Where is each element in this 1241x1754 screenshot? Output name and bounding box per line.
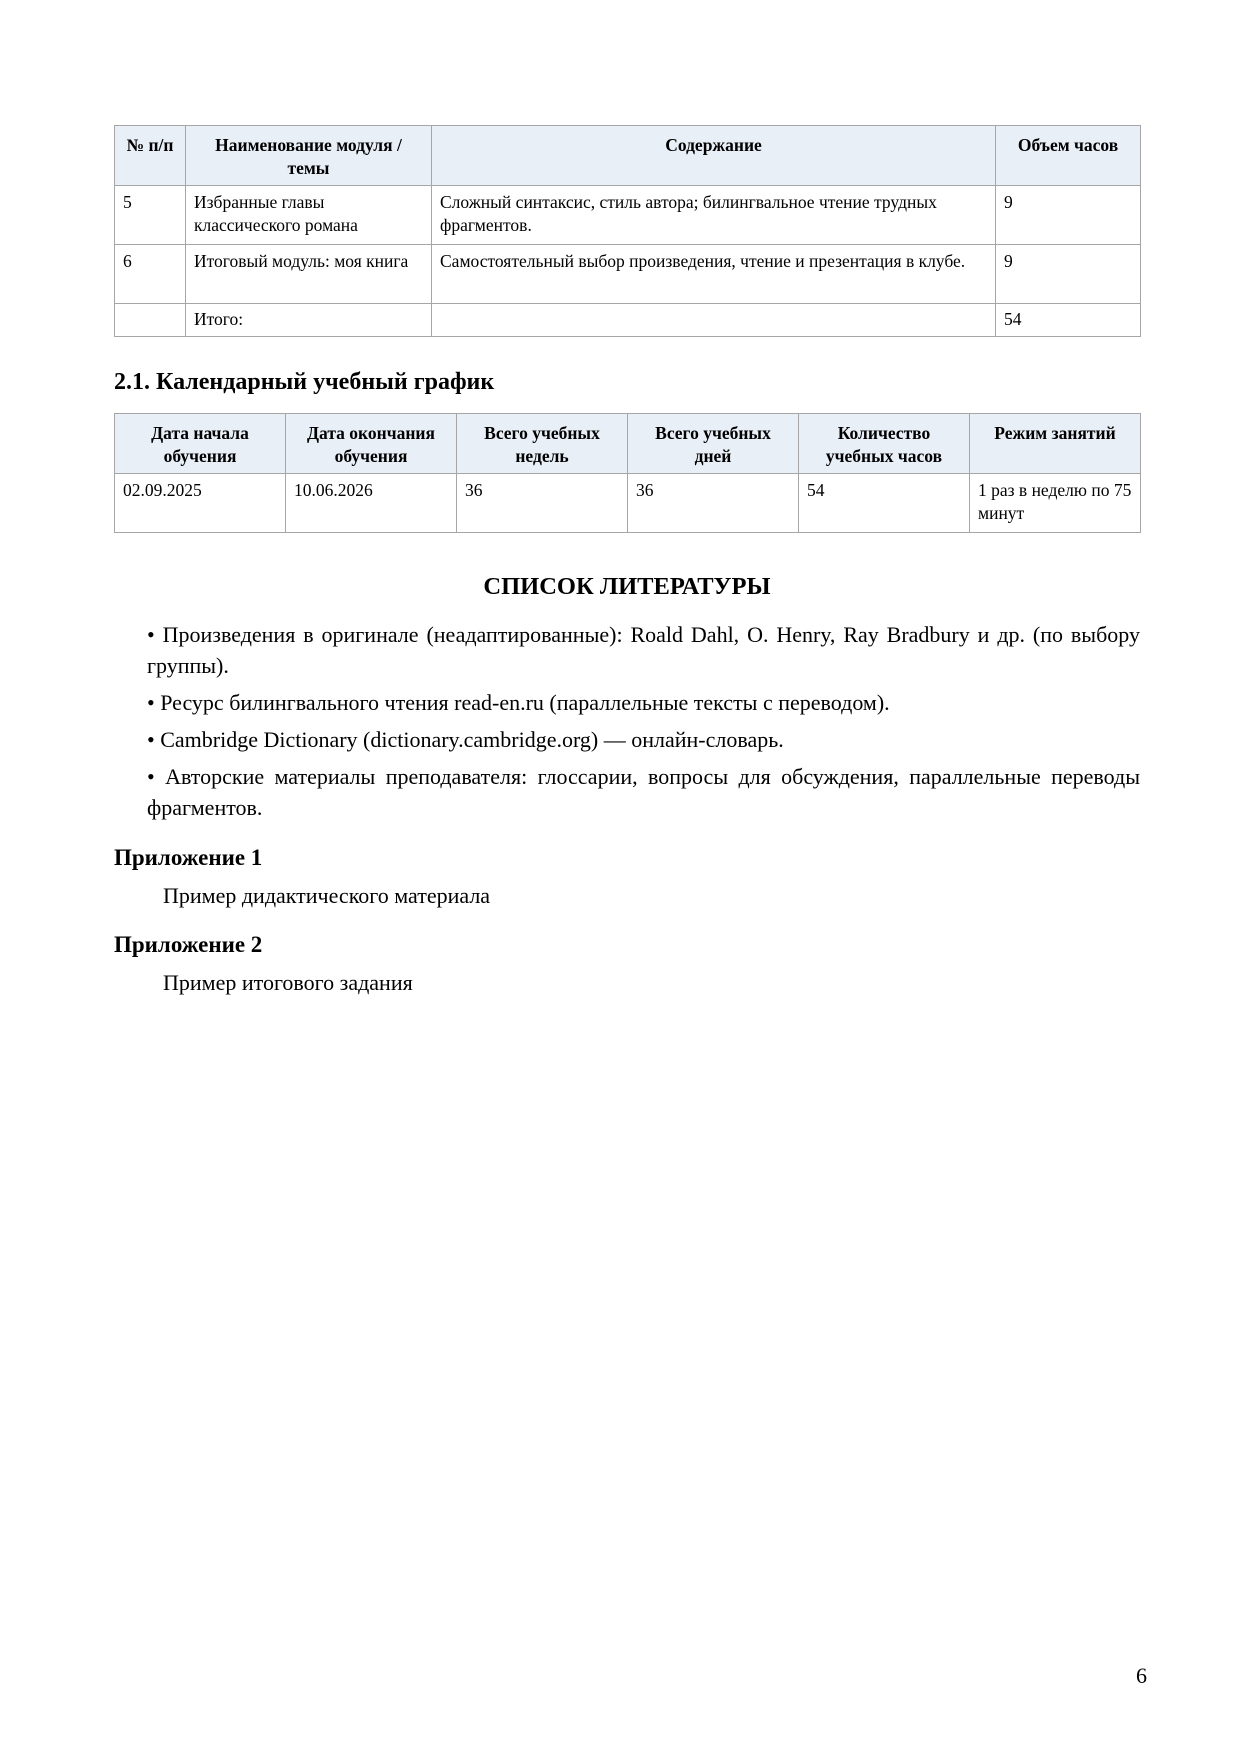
cell-content: Самостоятельный выбор произведения, чтение и презентация в клубе.	[432, 245, 996, 304]
appendix-1-title: Приложение 1	[114, 845, 263, 870]
literature-list	[147, 619, 1140, 829]
cell-content	[432, 304, 996, 337]
cell-hours: 9	[996, 245, 1141, 304]
cell-total-weeks: 36	[457, 474, 628, 533]
table-row	[115, 474, 1141, 533]
header-hours: Объем часов	[996, 126, 1141, 186]
cell-module-name: Избранные главы классического романа	[186, 186, 432, 245]
cell-number: 5	[115, 186, 186, 245]
header-end-date: Дата окончания обучения	[286, 414, 457, 474]
header-number: № п/п	[115, 126, 186, 186]
modules-table	[114, 125, 1141, 337]
list-item: • Ресурс билингвального чтения read-en.ru (параллельные тексты с переводом).	[147, 690, 890, 715]
cell-end-date: 10.06.2026	[286, 474, 457, 533]
cell-total-days: 36	[628, 474, 799, 533]
header-start-date: Дата начала обучения	[115, 414, 286, 474]
header-total-weeks: Всего учебных недель	[457, 414, 628, 474]
cell-content: Сложный синтаксис, стиль автора; билингвальное чтение трудных фрагментов.	[432, 186, 996, 245]
list-item: • Произведения в оригинале (неадаптированные): Roald Dahl, O. Henry, Ray Bradbury и др. (по выбору группы).	[147, 622, 1140, 678]
table-header-row	[115, 414, 1141, 474]
appendix-2-title: Приложение 2	[114, 932, 263, 957]
appendix-2-text: Пример итогового задания	[163, 970, 413, 995]
header-total-hours: Количество учебных часов	[799, 414, 970, 474]
header-schedule: Режим занятий	[970, 414, 1141, 474]
cell-number: 6	[115, 245, 186, 304]
cell-number	[115, 304, 186, 337]
page-number: 6	[1136, 1663, 1147, 1688]
cell-module-name: Итоговый модуль: моя книга	[186, 245, 432, 304]
calendar-heading: 2.1. Календарный учебный график	[114, 369, 495, 395]
table-total-row	[115, 304, 1141, 337]
appendix-1-text: Пример дидактического материала	[163, 883, 491, 908]
header-total-days: Всего учебных дней	[628, 414, 799, 474]
cell-hours: 9	[996, 186, 1141, 245]
cell-total-label: Итого:	[186, 304, 432, 337]
list-item: • Авторские материалы преподавателя: глоссарии, вопросы для обсуждения, параллельные переводы фрагментов.	[147, 764, 1140, 820]
header-module-name: Наименование модуля / темы	[186, 126, 432, 186]
calendar-table	[114, 413, 1141, 533]
cell-schedule: 1 раз в неделю по 75 минут	[970, 474, 1141, 533]
cell-start-date: 02.09.2025	[115, 474, 286, 533]
literature-heading: СПИСОК ЛИТЕРАТУРЫ	[483, 573, 771, 600]
cell-total-hours: 54	[799, 474, 970, 533]
cell-total-hours: 54	[996, 304, 1141, 337]
list-item: • Cambridge Dictionary (dictionary.cambridge.org) — онлайн-словарь.	[147, 727, 784, 752]
table-header-row	[115, 126, 1141, 186]
table-row	[115, 186, 1141, 245]
header-content: Содержание	[432, 126, 996, 186]
table-row	[115, 245, 1141, 304]
